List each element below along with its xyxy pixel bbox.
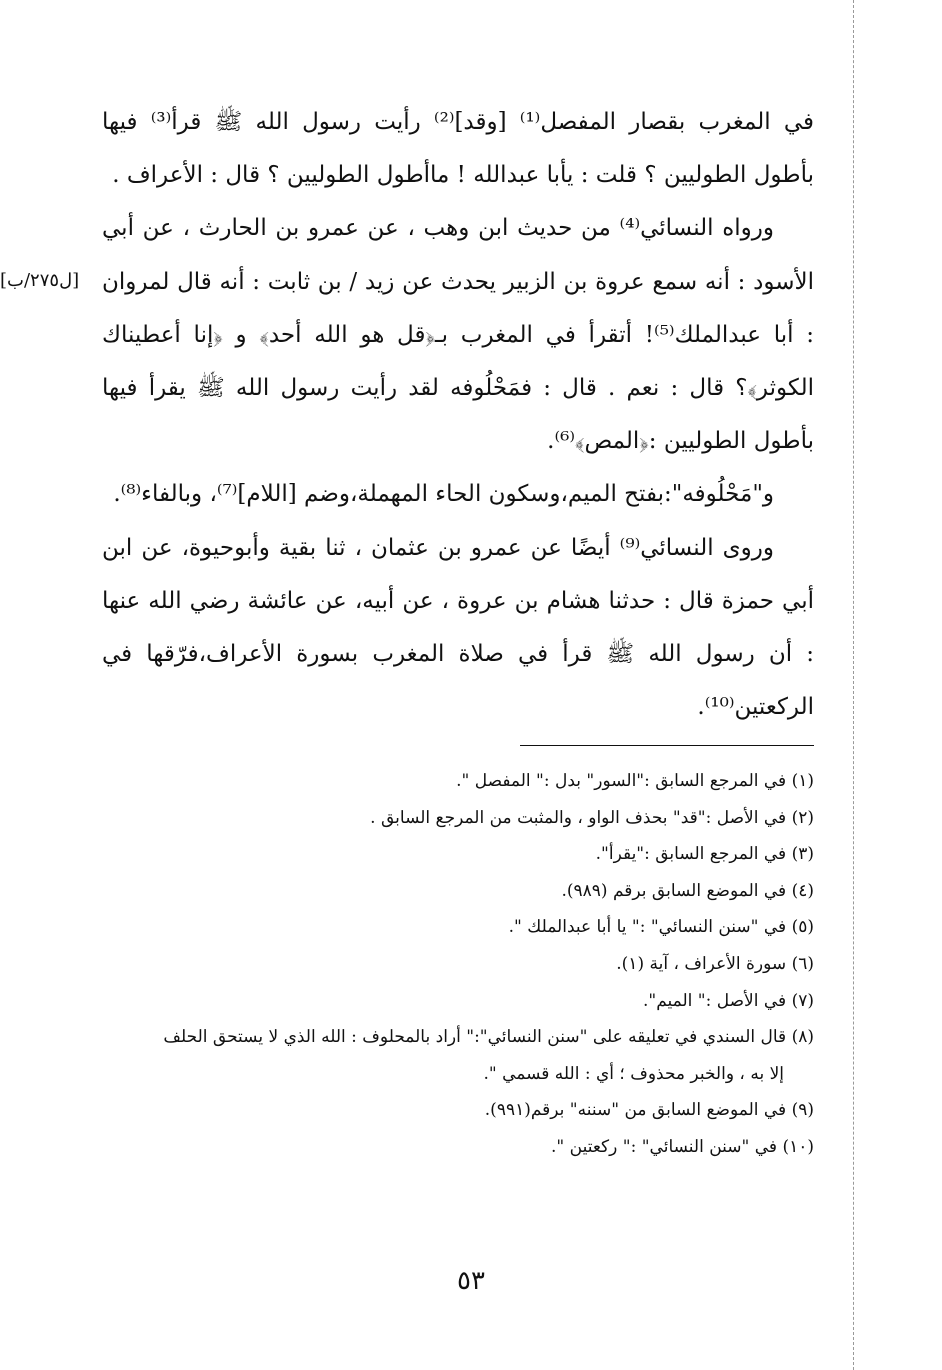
footnote-4: (٤) في الموضع السابق برقم (٩٨٩).	[561, 880, 814, 901]
footnote-6: (٦) سورة الأعراف ، آية (١).	[616, 953, 814, 974]
footnote-9: (٩) في الموضع السابق من "سننه" برقم(٩٩١).	[484, 1100, 814, 1121]
footnote-8: (٨) قال السندي في تعليقه على "سنن النسائي":" أراد بالمحلوف : الله الذي لا يستحق الحلف	[163, 1027, 814, 1048]
paragraph-2: ورواه النسائي⁽⁴⁾ من حديث ابن وهب ، عن عمرو بن الحارث ، عن أبي الأسود : أنه سمع عروة بن الزبير يحدث عن زيد / بن ثابت : أنه قال لمروان : أبا عبدالملك⁽⁵⁾! أتقرأ في المغرب بـ﴿قل هو الله أحد﴾ و ﴿إنا أعطيناك الكوثر﴾؟ قال : نعم . قال : فمَحْلُوفه لقد رأيت رسول الله ﷺ يقرأ فيها بأطول الطوليين :﴿المص﴾⁽⁶⁾.	[102, 215, 815, 455]
paragraph-4: وروى النسائي⁽⁹⁾ أيضًا عن عمرو بن عثمان ، ثنا بقية وأبوحيوة، عن ابن أبي حمزة قال : حدثنا هشام بن عروة ، عن أبيه، عن عائشة رضي الله عنها : أن رسول الله ﷺ قرأ في صلاة المغرب بسورة الأعراف،فرّقها في الركعتين⁽¹⁰⁾.	[102, 534, 814, 721]
footnote-10: (١٠) في "سنن النسائي" :" ركعتين ".	[551, 1136, 814, 1157]
footnote-separator	[520, 745, 814, 746]
footnote-5: (٥) في "سنن النسائي" :" يا أبا عبدالملك ".	[508, 917, 814, 938]
paragraph-1: في المغرب بقصار المفصل⁽¹⁾ [وقد]⁽²⁾ رأيت رسول الله ﷺ قرأ⁽³⁾ فيها بأطول الطوليين ؟ قلت : يأبا عبدالله ! ماأطول الطوليين ؟ قال : الأعراف .	[102, 109, 814, 189]
footnote-1: (١) في المرجع السابق :"السور" بدل :" المفصل ".	[456, 771, 814, 791]
paragraph-3: و"مَحْلُوفه":بفتح الميم،وسكون الحاء المهملة،وضم [اللام]⁽⁷⁾، وبالفاء⁽⁸⁾.	[113, 481, 774, 508]
page-number: ٥٣	[457, 1266, 485, 1296]
footnotes	[100, 763, 814, 1166]
main-text	[102, 96, 814, 734]
footnote-7: (٧) في الأصل :" الميم".	[643, 990, 814, 1011]
footnote-3: (٣) في المرجع السابق :"يقرأ".	[595, 844, 814, 865]
footnote-8-continuation: إلا به ، والخبر محذوف ؛ أي : الله قسمي ".	[483, 1063, 784, 1084]
scan-edge-line	[853, 0, 854, 1370]
manuscript-folio-note: [ل٢٧٥/ب]	[0, 270, 80, 291]
footnote-2: (٢) في الأصل :"قد" بحذف الواو ، والمثبت من المرجع السابق .	[370, 807, 814, 828]
